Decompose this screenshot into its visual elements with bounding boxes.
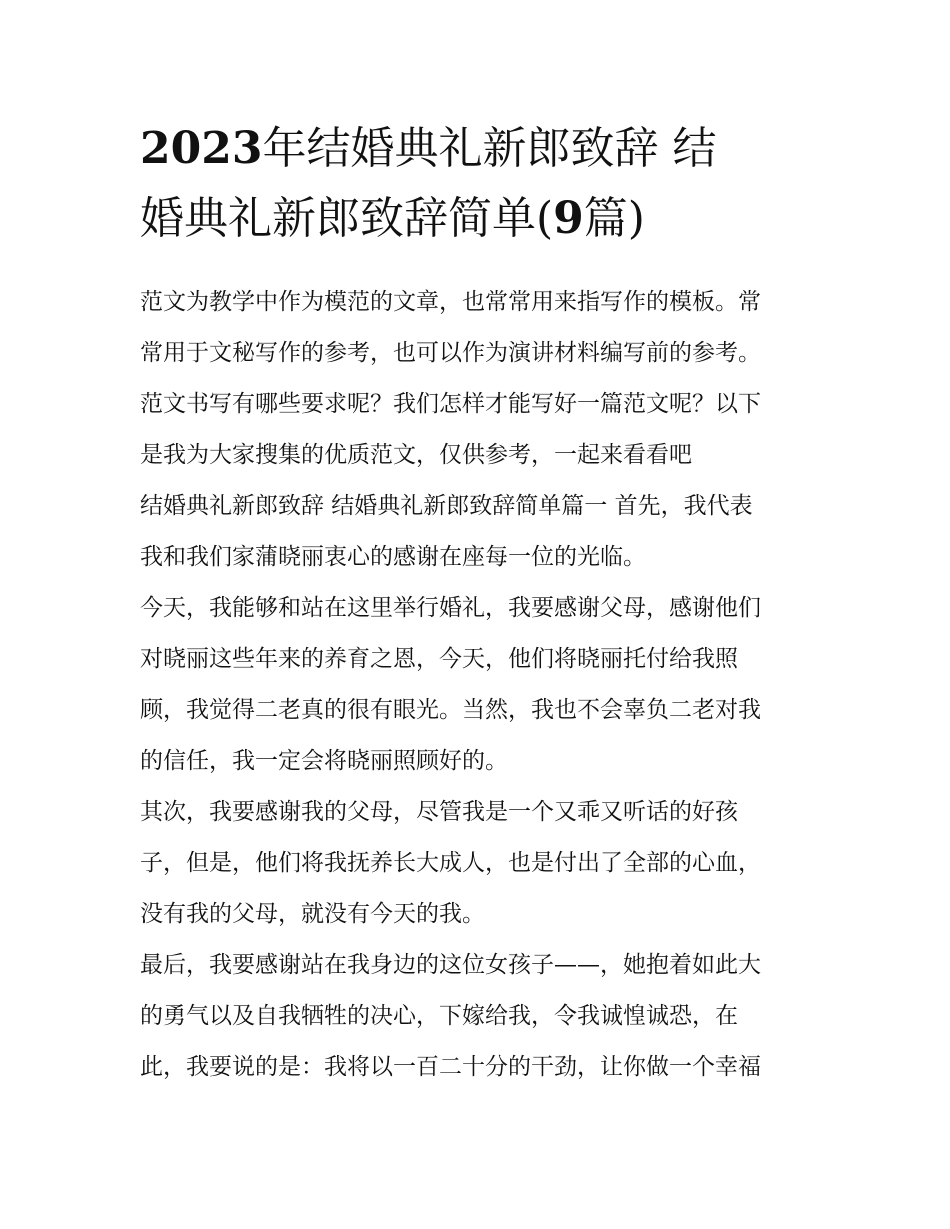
body-line: 的信任，我一定会将晓丽照顾好的。 (140, 748, 508, 774)
title-line2-end: 篇) (583, 193, 645, 244)
body-line: 范文为教学中作为模范的文章，也常常用来指写作的模板。常 (140, 289, 761, 315)
body-line: 今天，我能够和站在这里举行婚礼，我要感谢父母，感谢他们 (140, 595, 761, 621)
body-line: 此，我要说的是：我将以一百二十分的干劲，让你做一个幸福 (140, 1054, 761, 1080)
body-line: 对晓丽这些年来的养育之恩，今天，他们将晓丽托付给我照 (140, 646, 738, 672)
document-body (140, 277, 815, 1093)
body-line: 的勇气以及自我牺牲的决心，下嫁给我，令我诚惶诚恐，在 (140, 1003, 738, 1029)
body-line: 其次，我要感谢我的父母，尽管我是一个又乖又听话的好孩 (140, 799, 738, 825)
title-count: 9 (553, 193, 584, 244)
title-line2-text: 婚典礼新郎致辞简单( (140, 193, 554, 244)
body-line: 结婚典礼新郎致辞 结婚典礼新郎致辞简单篇一 首先，我代表 (140, 493, 753, 519)
body-line: 最后，我要感谢站在我身边的这位女孩子——，她抱着如此大 (140, 952, 761, 978)
title-line1-text: 年结婚典礼新郎致辞 结 (262, 123, 717, 174)
body-line: 范文书写有哪些要求呢？我们怎样才能写好一篇范文呢？以下 (140, 391, 761, 417)
body-line: 常用于文秘写作的参考，也可以作为演讲材料编写前的参考。 (140, 340, 761, 366)
body-line: 没有我的父母，就没有今天的我。 (140, 901, 485, 927)
body-line: 子，但是，他们将我抚养长大成人，也是付出了全部的心血， (140, 850, 761, 876)
body-line: 我和我们家蒲晓丽衷心的感谢在座每一位的光临。 (140, 544, 646, 570)
document-title (140, 114, 820, 254)
title-year: 2023 (140, 123, 263, 174)
body-line: 是我为大家搜集的优质范文，仅供参考，一起来看看吧 (140, 442, 692, 468)
body-line: 顾，我觉得二老真的很有眼光。当然，我也不会辜负二老对我 (140, 697, 761, 723)
